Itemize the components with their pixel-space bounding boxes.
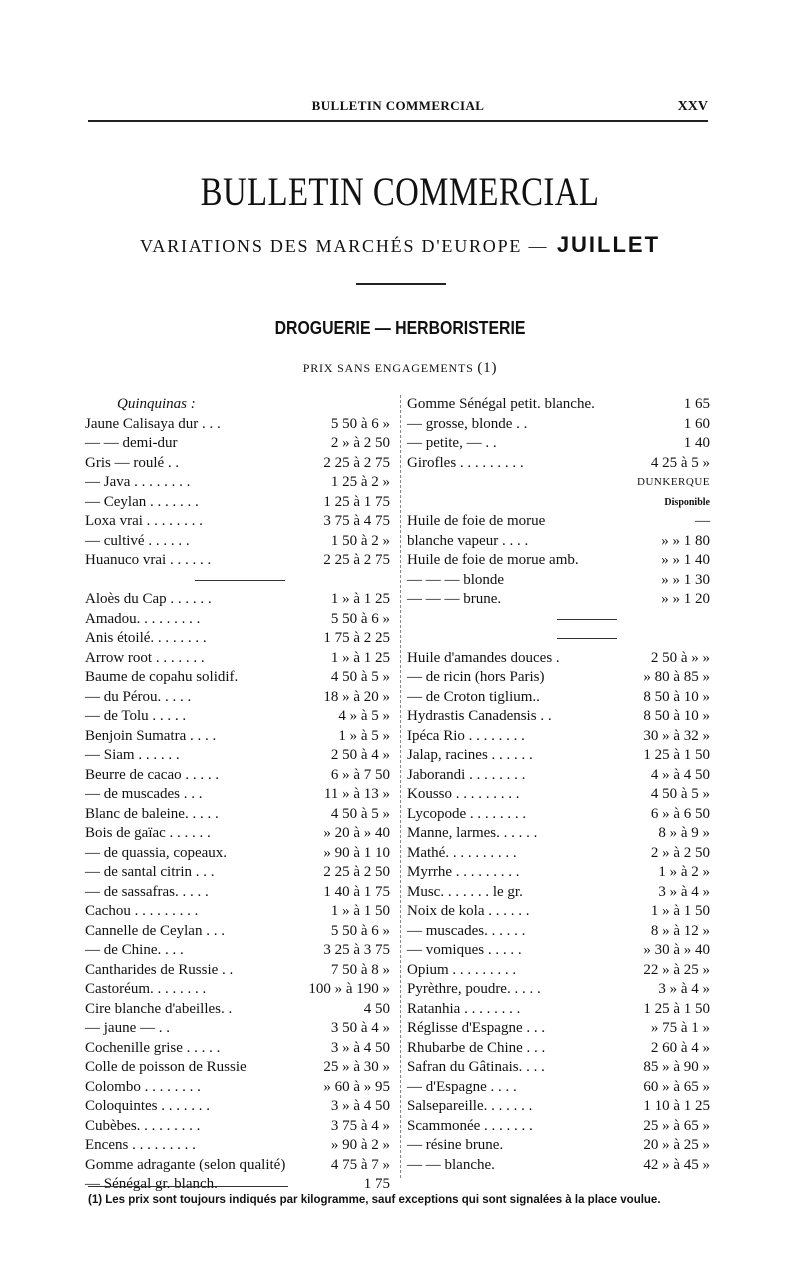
- item-name: Jaborandi . . . . . . . .: [407, 766, 526, 783]
- item-name: Musc. . . . . . . le gr.: [407, 883, 523, 900]
- price-row: [407, 785, 710, 805]
- item-name: Gomme Sénégal petit. blanche.: [407, 396, 595, 412]
- item-name: Quinquinas :: [117, 396, 196, 412]
- item-price: 3 75 à 4 »: [330, 1117, 390, 1134]
- page-title: BULLETIN COMMERCIAL: [200, 169, 600, 214]
- item-name: Huanuco vrai . . . . . .: [85, 552, 212, 568]
- price-row: [85, 785, 390, 805]
- item-price: 2 60 à 4 »: [650, 1039, 710, 1056]
- running-head-rule: [88, 120, 708, 122]
- price-row: [407, 610, 710, 630]
- item-price: 8 50 à 10 »: [643, 688, 710, 705]
- item-name: Jaune Calisaya dur . . .: [85, 415, 221, 432]
- price-row: [85, 1019, 390, 1039]
- price-row: [407, 493, 710, 513]
- item-name: Scammonée . . . . . . .: [407, 1117, 533, 1134]
- item-price: 2 50 à 4 »: [330, 747, 390, 763]
- item-name: Myrrhe . . . . . . . . .: [407, 864, 520, 880]
- price-row: [407, 434, 710, 454]
- item-price: 3 25 à 3 75: [323, 942, 390, 958]
- item-price: 8 50 à 10 »: [643, 708, 710, 724]
- price-row: [407, 395, 710, 415]
- item-name: Lycopode . . . . . . . .: [407, 805, 527, 822]
- item-price: 1 » à 1 50: [650, 903, 710, 919]
- price-row: [85, 727, 390, 747]
- item-name: Castoréum. . . . . . . .: [85, 981, 207, 997]
- item-price: 2 25 à 2 75: [323, 552, 390, 568]
- item-price: 20 » à 25 »: [643, 1137, 710, 1153]
- price-row: [407, 454, 710, 474]
- price-row: [85, 532, 390, 552]
- price-row: [85, 1058, 390, 1078]
- item-price: 4 » à 4 50: [650, 766, 710, 783]
- item-name: — Siam . . . . . .: [85, 747, 180, 763]
- item-price: » » 1 40: [661, 552, 710, 568]
- item-price: 1 » à 1 25: [330, 649, 390, 666]
- price-row: [85, 922, 390, 942]
- item-price: 1 60: [683, 415, 710, 432]
- price-row: [85, 844, 390, 864]
- footnote-rule: [88, 1186, 288, 1187]
- item-price: 5 50 à 6 »: [330, 415, 390, 432]
- group-separator: [195, 580, 285, 581]
- group-separator: [557, 638, 617, 639]
- price-row: [85, 493, 390, 513]
- item-name: Loxa vrai . . . . . . . .: [85, 513, 203, 529]
- item-name: — de santal citrin . . .: [85, 864, 215, 880]
- item-name: Colle de poisson de Russie: [85, 1059, 247, 1075]
- item-name: Cochenille grise . . . . .: [85, 1039, 221, 1056]
- item-name: Cire blanche d'abeilles. .: [85, 1000, 233, 1017]
- price-row: [407, 1156, 710, 1176]
- item-name: — de Chine. . . .: [85, 942, 184, 958]
- subtitle-month: JUILLET: [556, 232, 661, 257]
- item-name: — — blanche.: [407, 1156, 495, 1173]
- price-row: [407, 571, 710, 591]
- item-price: 25 » à 65 »: [643, 1117, 710, 1134]
- footnote-text: Les prix sont toujours indiqués par kilogramme, sauf exceptions qui sont signalées à la place voulue.: [105, 1194, 661, 1206]
- item-price: » 90 à 2 »: [330, 1137, 390, 1153]
- item-name: Salsepareille. . . . . . .: [407, 1098, 533, 1114]
- item-name: — — — brune.: [407, 591, 502, 607]
- item-name: Colombo . . . . . . . .: [85, 1078, 201, 1095]
- item-price: 1 25 à 1 50: [643, 1000, 710, 1017]
- item-price: 1 40 à 1 75: [323, 883, 390, 900]
- item-name: Pyrèthre, poudre. . . . .: [407, 981, 541, 997]
- price-row: [85, 454, 390, 474]
- price-row: [407, 532, 710, 552]
- item-name: — de quassia, copeaux.: [85, 844, 228, 861]
- price-row: [85, 590, 390, 610]
- price-row: [85, 1156, 390, 1176]
- item-price: 1 25 à 1 50: [643, 747, 710, 763]
- price-row: [85, 707, 390, 727]
- price-row: [85, 863, 390, 883]
- price-row: [407, 727, 710, 747]
- item-name: — de Croton tiglium..: [407, 688, 540, 705]
- item-name: Réglisse d'Espagne . . .: [407, 1020, 546, 1036]
- item-price: 3 75 à 4 75: [323, 513, 390, 529]
- item-price: 4 50 à 5 »: [650, 786, 710, 802]
- price-row: [407, 1078, 710, 1098]
- price-row: [85, 551, 390, 571]
- price-row: [407, 805, 710, 825]
- price-row: [85, 883, 390, 903]
- item-price: 100 » à 190 »: [308, 981, 390, 997]
- item-price: 18 » à 20 »: [323, 688, 390, 705]
- item-price: 1 » à 1 25: [330, 591, 390, 607]
- price-row: [85, 1136, 390, 1156]
- item-name: Manne, larmes. . . . . .: [407, 825, 538, 841]
- item-price: 2 » à 2 50: [650, 844, 710, 861]
- price-row: [85, 941, 390, 961]
- footnote: [88, 1192, 708, 1208]
- price-row: [85, 1097, 390, 1117]
- item-name: Ratanhia . . . . . . . .: [407, 1000, 521, 1017]
- item-name: Baume de copahu solidif.: [85, 669, 239, 685]
- item-price: 3 » à 4 »: [658, 883, 710, 900]
- item-price: » » 1 30: [661, 571, 710, 588]
- item-price: » 75 à 1 »: [650, 1020, 710, 1036]
- item-price: » 60 à » 95: [323, 1078, 390, 1095]
- item-name: Opium . . . . . . . . .: [407, 961, 517, 978]
- price-row: [407, 1097, 710, 1117]
- item-name: — de muscades . . .: [85, 786, 203, 802]
- item-name: Mathé. . . . . . . . . .: [407, 844, 517, 861]
- left-price-column: [85, 395, 390, 1195]
- price-row: [85, 961, 390, 981]
- item-price: Disponible: [664, 496, 710, 508]
- item-price: 25 » à 30 »: [323, 1059, 390, 1075]
- item-price: —: [695, 513, 710, 529]
- item-price: 1 40: [683, 435, 710, 451]
- item-name: — d'Espagne . . . .: [407, 1078, 517, 1095]
- item-price: 6 » à 6 50: [650, 805, 710, 822]
- item-name: Anis étoilé. . . . . . . .: [85, 630, 207, 646]
- price-row: [85, 629, 390, 649]
- item-name: Rhubarbe de Chine . . .: [407, 1039, 546, 1056]
- column-divider: [400, 395, 401, 1178]
- price-note-text: PRIX SANS ENGAGEMENTS: [302, 361, 474, 375]
- item-price: 1 75: [363, 1176, 390, 1192]
- price-row: [407, 1058, 710, 1078]
- subtitle-text: VARIATIONS DES MARCHÉS D'EUROPE —: [139, 236, 549, 256]
- item-price: 4 » à 5 »: [338, 708, 390, 724]
- item-name: Arrow root . . . . . . .: [85, 649, 205, 666]
- price-row: [85, 766, 390, 786]
- price-row: [407, 844, 710, 864]
- price-row: [85, 1117, 390, 1137]
- price-row: [407, 980, 710, 1000]
- price-row: [407, 1039, 710, 1059]
- item-name: blanche vapeur . . . .: [407, 532, 529, 549]
- item-price: » 20 à » 40: [323, 825, 390, 841]
- item-price: 1 10 à 1 25: [643, 1098, 710, 1114]
- item-name: Cannelle de Ceylan . . .: [85, 922, 225, 939]
- item-name: Encens . . . . . . . . .: [85, 1137, 196, 1153]
- price-row: [85, 571, 390, 591]
- item-name: Benjoin Sumatra . . . .: [85, 727, 217, 744]
- item-name: — Sénégal gr. blanch.: [85, 1176, 218, 1192]
- item-name: — petite, — . .: [407, 435, 497, 451]
- item-name: Girofles . . . . . . . . .: [407, 454, 524, 471]
- item-name: — jaune — . .: [85, 1020, 170, 1036]
- price-note: [0, 360, 800, 377]
- price-row: [407, 902, 710, 922]
- item-price: 6 » à 7 50: [330, 766, 390, 783]
- item-name: Gris — roulé . .: [85, 454, 180, 471]
- item-price: 3 » à 4 50: [330, 1098, 390, 1114]
- item-price: 2 25 à 2 50: [323, 864, 390, 880]
- item-name: Kousso . . . . . . . . .: [407, 786, 520, 802]
- price-row: [85, 824, 390, 844]
- item-name: — vomiques . . . . .: [407, 942, 522, 958]
- item-price: 4 75 à 7 »: [330, 1156, 390, 1173]
- price-row: [85, 395, 390, 415]
- item-name: Safran du Gâtinais. . . .: [407, 1059, 545, 1075]
- price-row: [85, 512, 390, 532]
- item-price: » 90 à 1 10: [323, 844, 390, 861]
- price-row: [407, 824, 710, 844]
- item-price: 11 » à 13 »: [323, 786, 390, 802]
- item-name: — grosse, blonde . .: [407, 415, 528, 432]
- price-row: [407, 1019, 710, 1039]
- item-price: 85 » à 90 »: [643, 1059, 710, 1075]
- item-name: Blanc de baleine. . . . .: [85, 805, 219, 822]
- item-price: 22 » à 25 »: [643, 961, 710, 978]
- price-row: [407, 863, 710, 883]
- price-row: [85, 1000, 390, 1020]
- item-price: 1 » à 5 »: [338, 727, 390, 744]
- item-price: 8 » à 12 »: [650, 922, 710, 939]
- price-row: [407, 688, 710, 708]
- item-price: 42 » à 45 »: [643, 1156, 710, 1173]
- item-price: 5 50 à 6 »: [330, 610, 390, 627]
- item-name: — résine brune.: [407, 1137, 504, 1153]
- item-price: 1 75 à 2 25: [323, 630, 390, 646]
- item-name: — — demi-dur: [85, 435, 178, 451]
- price-row: [407, 746, 710, 766]
- right-price-column: [407, 395, 710, 1175]
- item-price: 60 » à 65 »: [643, 1078, 710, 1095]
- item-price: 4 25 à 5 »: [650, 454, 710, 471]
- price-row: [407, 941, 710, 961]
- price-row: [85, 649, 390, 669]
- item-price: 8 » à 9 »: [658, 825, 710, 841]
- item-name: Coloquintes . . . . . . .: [85, 1098, 211, 1114]
- price-row: [407, 473, 710, 493]
- item-price: 1 50 à 2 »: [330, 532, 390, 549]
- item-name: Gomme adragante (selon qualité): [85, 1156, 286, 1173]
- price-row: [85, 688, 390, 708]
- page-number: XXV: [677, 99, 708, 114]
- item-price: 4 50: [363, 1000, 390, 1017]
- item-price: 4 50 à 5 »: [330, 805, 390, 822]
- item-price: » 30 à » 40: [643, 942, 710, 958]
- price-row: [85, 980, 390, 1000]
- item-name: Huile de foie de morue amb.: [407, 552, 579, 568]
- item-name: — du Pérou. . . . .: [85, 688, 192, 705]
- item-price: 4 50 à 5 »: [330, 669, 390, 685]
- price-row: [85, 1078, 390, 1098]
- item-name: — — — blonde: [407, 571, 505, 588]
- item-price: 30 » à 32 »: [643, 727, 710, 744]
- item-price: 1 » à 1 50: [330, 903, 390, 919]
- footnote-mark: (1): [88, 1194, 103, 1206]
- item-price: 3 » à 4 50: [330, 1039, 390, 1056]
- price-row: [407, 512, 710, 532]
- item-name: — de ricin (hors Paris): [407, 669, 545, 685]
- item-name: Cubèbes. . . . . . . . .: [85, 1117, 201, 1134]
- price-row: [85, 1039, 390, 1059]
- price-row: [407, 1000, 710, 1020]
- item-name: Cantharides de Russie . .: [85, 961, 234, 978]
- item-price: 1 25 à 2 »: [330, 474, 390, 490]
- item-price: » » 1 80: [661, 532, 710, 549]
- price-row: [407, 922, 710, 942]
- price-note-mark: (1): [477, 360, 498, 376]
- price-row: [407, 766, 710, 786]
- item-price: 1 25 à 1 75: [323, 493, 390, 510]
- price-row: [407, 415, 710, 435]
- item-name: — Java . . . . . . . .: [85, 474, 191, 490]
- section-title: DROGUERIE — HERBORISTERIE: [274, 318, 526, 338]
- item-price: 3 50 à 4 »: [330, 1020, 390, 1036]
- item-price: 5 50 à 6 »: [330, 922, 390, 939]
- item-price: 2 50 à » »: [650, 649, 710, 666]
- price-row: [85, 610, 390, 630]
- item-name: Bois de gaïac . . . . . .: [85, 825, 211, 841]
- item-name: Noix de kola . . . . . .: [407, 903, 530, 919]
- item-price: » » 1 20: [661, 591, 710, 607]
- item-price: 2 » à 2 50: [330, 435, 390, 451]
- item-name: Hydrastis Canadensis . .: [407, 708, 552, 724]
- running-head: [88, 98, 708, 124]
- price-row: [85, 805, 390, 825]
- group-separator: [557, 619, 617, 620]
- price-row: [85, 746, 390, 766]
- item-name: Huile d'amandes douces .: [407, 649, 560, 666]
- item-name: Ipéca Rio . . . . . . . .: [407, 727, 525, 744]
- page-subtitle: [0, 232, 800, 258]
- item-name: — cultivé . . . . . .: [85, 532, 190, 549]
- price-row: [85, 902, 390, 922]
- item-price: 7 50 à 8 »: [330, 961, 390, 978]
- price-row: [407, 961, 710, 981]
- price-row: [407, 649, 710, 669]
- item-name: Huile de foie de morue: [407, 513, 546, 529]
- item-name: — muscades. . . . . .: [407, 922, 526, 939]
- price-row: [407, 668, 710, 688]
- price-row: [85, 668, 390, 688]
- item-name: Aloès du Cap . . . . . .: [85, 591, 212, 607]
- running-head-title: BULLETIN COMMERCIAL: [311, 98, 485, 113]
- item-price: » 80 à 85 »: [643, 669, 710, 685]
- title-divider: [356, 283, 446, 285]
- item-name: — de Tolu . . . . .: [85, 708, 187, 724]
- item-name: Jalap, racines . . . . . .: [407, 747, 533, 763]
- price-row: [407, 1136, 710, 1156]
- item-price: 2 25 à 2 75: [323, 454, 390, 471]
- item-price: 3 » à 4 »: [658, 981, 710, 997]
- price-row: [85, 473, 390, 493]
- item-name: Amadou. . . . . . . . .: [85, 610, 201, 627]
- item-price: 1 65: [683, 396, 710, 412]
- price-row: [407, 883, 710, 903]
- item-name: Beurre de cacao . . . . .: [85, 766, 220, 783]
- price-row: [407, 707, 710, 727]
- item-price: DUNKERQUE: [637, 476, 710, 488]
- price-row: [407, 629, 710, 649]
- item-name: — Ceylan . . . . . . .: [85, 493, 199, 510]
- price-row: [407, 1117, 710, 1137]
- price-row: [85, 434, 390, 454]
- item-name: Cachou . . . . . . . . .: [85, 903, 199, 919]
- item-name: — de sassafras. . . . .: [85, 883, 209, 900]
- price-row: [407, 590, 710, 610]
- price-row: [407, 551, 710, 571]
- price-row: [85, 415, 390, 435]
- item-price: 1 » à 2 »: [658, 864, 710, 880]
